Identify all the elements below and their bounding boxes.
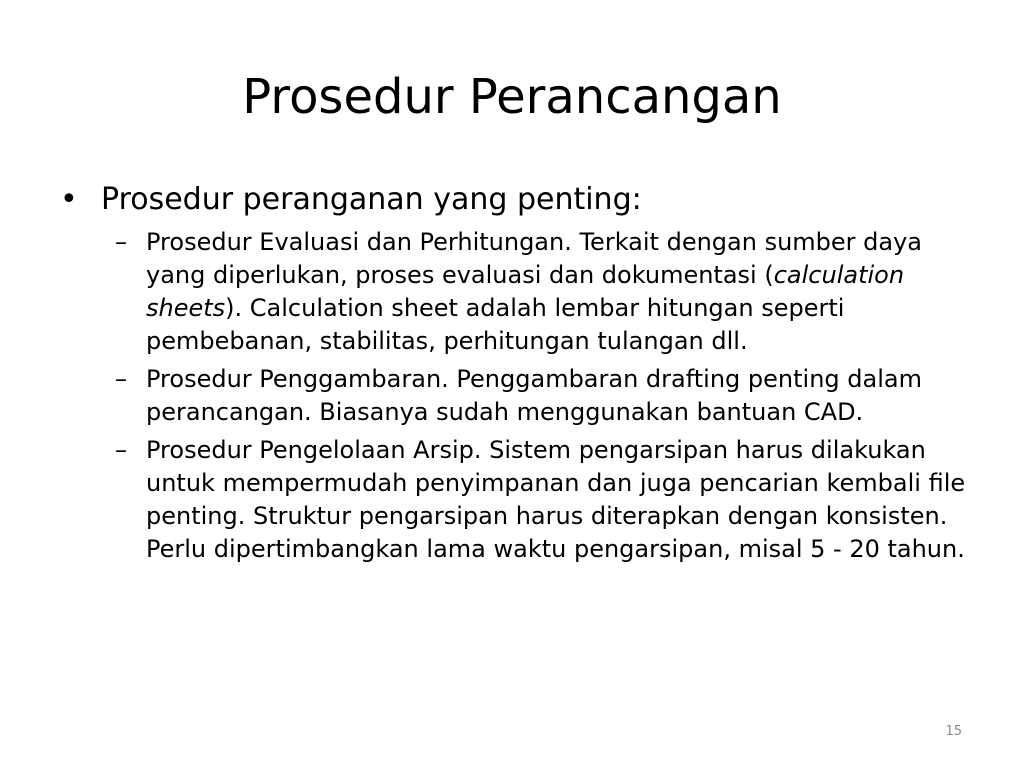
slide-content <box>60 178 970 571</box>
dash-marker: – <box>115 365 127 393</box>
sub-bullet-text-before: Prosedur Evaluasi dan Perhitungan. Terkait dengan sumber daya yang diperlukan, proses evaluasi dan dokumentasi ( <box>146 228 923 289</box>
sub-bullet-drawing <box>60 363 972 429</box>
page-number: 15 <box>945 724 962 739</box>
main-bullet-text: Prosedur peranganan yang penting: <box>101 182 642 217</box>
sub-bullet-text: Prosedur Pengelolaan Arsip. Sistem pengarsipan harus dilakukan untuk mempermudah penyimpanan dan juga pencarian kembali file penting. Struktur pengarsipan harus diterapkan dengan konsisten. Perlu dipertimbangkan lama waktu pengarsipan, misal 5 - 20 tahun. <box>146 436 966 563</box>
slide-title: Prosedur Perancangan <box>242 69 782 125</box>
sub-bullet-archive <box>60 434 972 566</box>
sub-bullet-list <box>60 226 970 566</box>
sub-bullet-italic-text: calculation sheets <box>146 261 905 322</box>
sub-bullet-evaluation <box>60 226 972 358</box>
main-bullet <box>60 178 970 222</box>
sub-bullet-text-after: ). Calculation sheet adalah lembar hitungan seperti pembebanan, stabilitas, perhitungan tulangan dll. <box>146 294 845 355</box>
dash-marker: – <box>115 436 127 464</box>
bullet-marker: • <box>60 182 78 217</box>
dash-marker: – <box>115 228 127 256</box>
sub-bullet-text: Prosedur Penggambaran. Penggambaran drafting penting dalam perancangan. Biasanya sudah menggunakan bantuan CAD. <box>146 365 922 426</box>
